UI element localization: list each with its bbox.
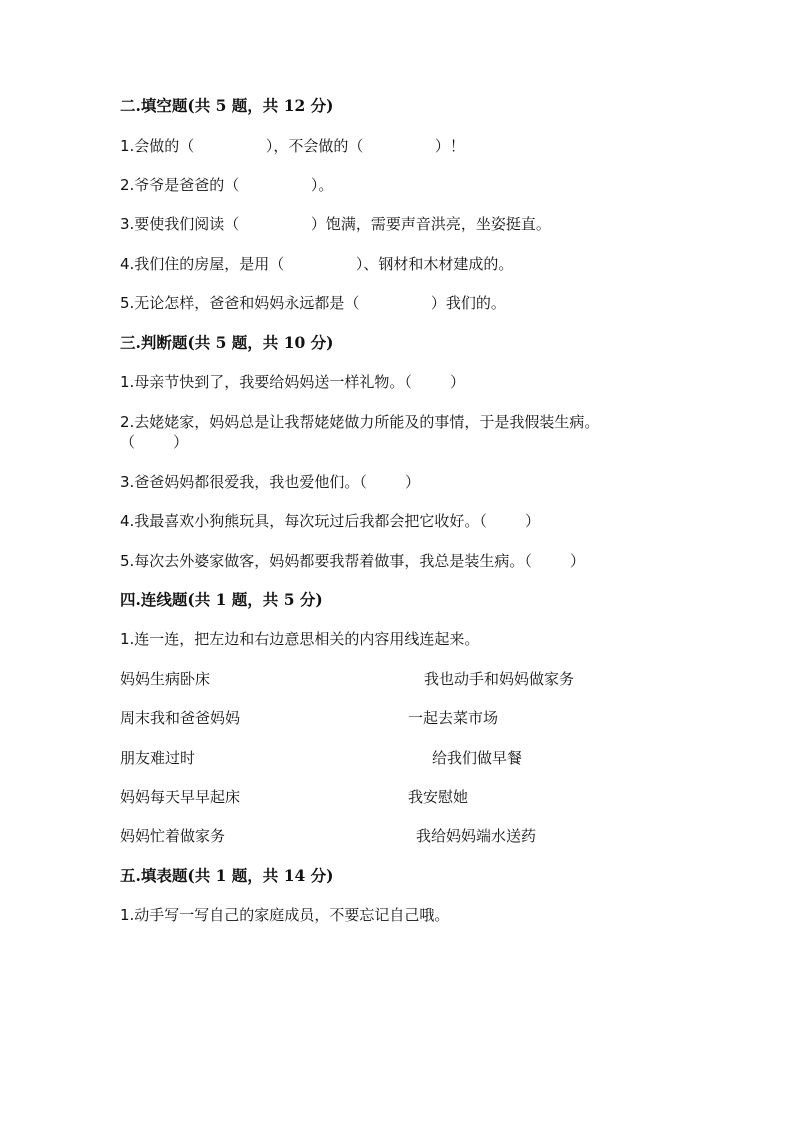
match-left-item: 朋友难过时: [120, 749, 196, 767]
judge-heading: 三.判断题(共 5 题，共 10 分): [120, 333, 334, 352]
match-right-item: 我也动手和妈妈做家务: [424, 670, 575, 688]
fill-blank-question-2: 2.爷爷是爸爸的（ ）。: [120, 176, 334, 194]
judge-question-2-line-2: （ ）: [120, 433, 189, 451]
table-prompt: 1.动手写一写自己的家庭成员，不要忘记自己哦。: [120, 906, 450, 924]
table-heading: 五.填表题(共 1 题，共 14 分): [120, 866, 334, 885]
fill-blank-question-4: 4.我们住的房屋，是用（ ）、钢材和木材建成的。: [120, 255, 514, 273]
judge-question-4: 4.我最喜欢小狗熊玩具，每次玩过后我都会把它收好。（ ）: [120, 512, 540, 530]
match-prompt: 1.连一连，把左边和右边意思相关的内容用线连起来。: [120, 630, 480, 648]
match-right-item: 一起去菜市场: [408, 709, 499, 727]
match-right-item: 给我们做早餐: [432, 749, 523, 767]
match-left-item: 妈妈生病卧床: [120, 670, 211, 688]
fill-blank-heading: 二.填空题(共 5 题，共 12 分): [120, 96, 334, 115]
judge-question-5: 5.每次去外婆家做客，妈妈都要我帮着做事，我总是装生病。（ ）: [120, 552, 585, 570]
judge-question-3: 3.爸爸妈妈都很爱我，我也爱他们。（ ）: [120, 473, 420, 491]
match-left-item: 周末我和爸爸妈妈: [120, 709, 241, 727]
match-right-item: 我安慰她: [408, 788, 469, 806]
match-right-item: 我给妈妈端水送药: [416, 827, 537, 845]
judge-question-1: 1.母亲节快到了，我要给妈妈送一样礼物。（ ）: [120, 373, 465, 391]
fill-blank-question-5: 5.无论怎样，爸爸和妈妈永远都是（ ）我们的。: [120, 294, 506, 312]
match-left-item: 妈妈每天早早起床: [120, 788, 241, 806]
fill-blank-question-1: 1.会做的（ ），不会做的（ ）！: [120, 137, 465, 155]
judge-question-2-line-1: 2.去姥姥家，妈妈总是让我帮姥姥做力所能及的事情，于是我假装生病。: [120, 413, 600, 431]
fill-blank-question-3: 3.要使我们阅读（ ）饱满，需要声音洪亮，坐姿挺直。: [120, 215, 551, 233]
match-heading: 四.连线题(共 1 题，共 5 分): [120, 590, 323, 609]
match-left-item: 妈妈忙着做家务: [120, 827, 226, 845]
